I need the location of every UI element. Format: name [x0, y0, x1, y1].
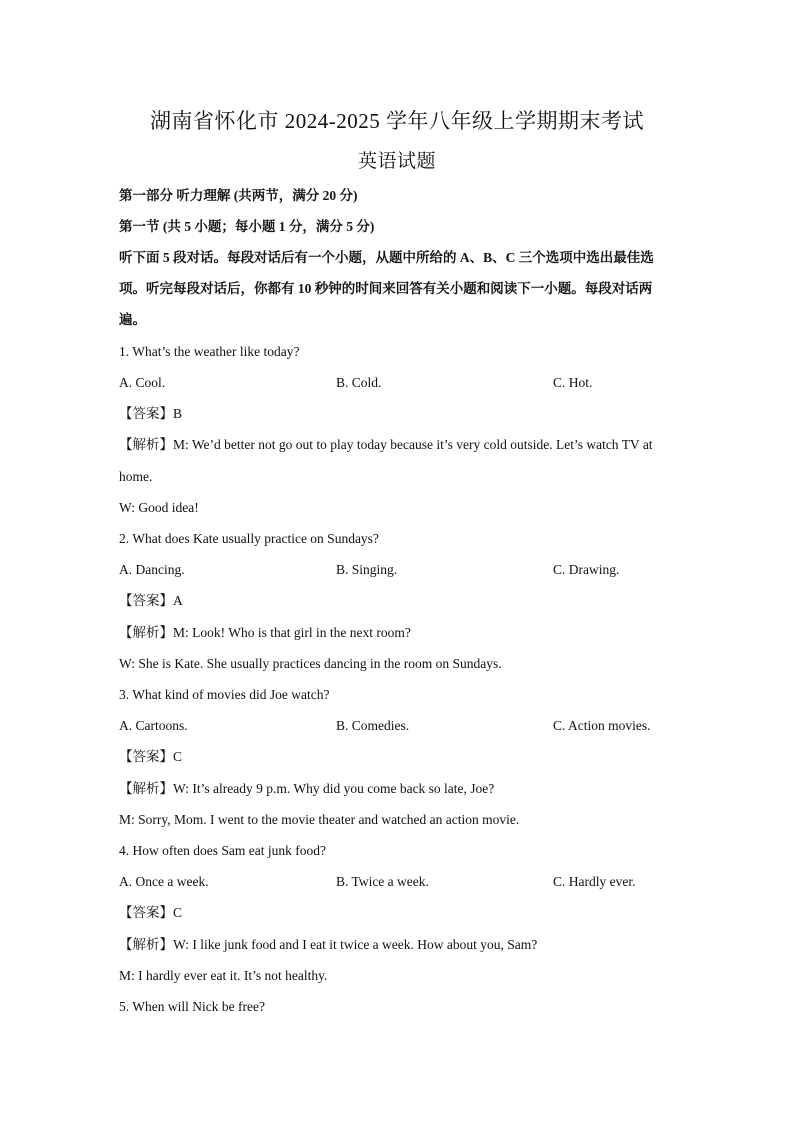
answer: 【答案】A — [119, 593, 183, 608]
instruction-line: 项。听完每段对话后，你都有 10 秒钟的时间来回答有关小题和阅读下一小题。每段对话两 — [119, 281, 653, 296]
option-c: C. Hot. — [553, 375, 593, 390]
question-stem: 4. How often does Sam eat junk food? — [119, 843, 326, 858]
question-stem: 5. When will Nick be free? — [119, 999, 265, 1014]
instruction-line: 听下面 5 段对话。每段对话后有一个小题，从题中所给的 A、B、C 三个选项中选出最佳选 — [119, 250, 654, 265]
document-subtitle: 英语试题 — [357, 151, 436, 172]
option-b: B. Cold. — [336, 375, 382, 390]
document-title: 湖南省怀化市 2024-2025 学年八年级上学期期末考试 — [150, 109, 644, 133]
question-stem: 2. What does Kate usually practice on Sundays? — [119, 531, 379, 546]
analysis-line: home. — [119, 469, 153, 484]
instruction-line: 遍。 — [119, 312, 146, 327]
option-a: A. Once a week. — [119, 874, 209, 889]
analysis-line: 【解析】M: We’d better not go out to play today because it’s very cold outside. Let’s watch TV at — [119, 437, 653, 452]
option-a: A. Cartoons. — [119, 718, 188, 733]
option-c: C. Action movies. — [553, 718, 651, 733]
question-stem: 3. What kind of movies did Joe watch? — [119, 687, 330, 702]
option-c: C. Hardly ever. — [553, 874, 636, 889]
analysis-line: 【解析】W: It’s already 9 p.m. Why did you come back so late, Joe? — [119, 781, 495, 796]
option-a: A. Dancing. — [119, 562, 185, 577]
analysis-line: M: I hardly ever eat it. It’s not healthy. — [119, 968, 328, 983]
analysis-line: M: Sorry, Mom. I went to the movie theater and watched an action movie. — [119, 812, 520, 827]
analysis-line: W: She is Kate. She usually practices dancing in the room on Sundays. — [119, 656, 502, 671]
option-b: B. Singing. — [336, 562, 398, 577]
answer: 【答案】C — [119, 905, 183, 920]
analysis-line: 【解析】M: Look! Who is that girl in the next room? — [119, 625, 411, 640]
option-a: A. Cool. — [119, 375, 166, 390]
option-c: C. Drawing. — [553, 562, 620, 577]
analysis-line: W: Good idea! — [119, 500, 199, 515]
analysis-line: 【解析】W: I like junk food and I eat it twice a week. How about you, Sam? — [119, 937, 538, 952]
part-heading: 第一部分 听力理解 (共两节，满分 20 分) — [119, 188, 358, 203]
answer: 【答案】B — [119, 406, 183, 421]
question-stem: 1. What’s the weather like today? — [119, 344, 300, 359]
option-b: B. Twice a week. — [336, 874, 429, 889]
answer: 【答案】C — [119, 749, 183, 764]
section-heading: 第一节 (共 5 小题；每小题 1 分，满分 5 分) — [119, 219, 375, 234]
option-b: B. Comedies. — [336, 718, 410, 733]
